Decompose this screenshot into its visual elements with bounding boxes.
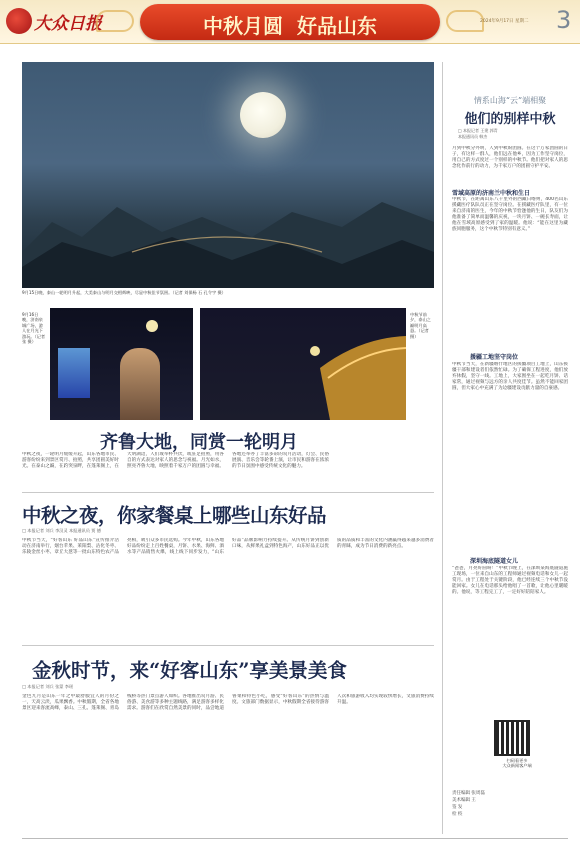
sidebar-sub2-body: 中秋节当天，在新疆喀什地区的援疆项目工地上，山东援疆干部和建设者们依然忙碌。为了确保工程进度，他们放弃休假，坚守一线。工地上，大家围坐在一起吃月饼、话家常，通过视频与远方的亲人共度佳节。虽然不能回家团圆，但大家心中充满了为边疆建设贡献力量的自豪感。 (452, 362, 568, 392)
banner-title: 中秋月圆 好品山东 (203, 14, 377, 38)
headline-1: 齐鲁大地，同赏一轮明月 (100, 432, 298, 453)
top-photo-caption: 9月15日晚，泰山一轮明月升起，大美泰山与明月交相辉映，尽显中秋佳节氛围。（记者 刘保杨 石 孔令宇 摄） (22, 290, 226, 295)
logo-text: 大众日报 (34, 14, 102, 34)
sidebar-sub2-title: 援疆工地坚守岗位 (470, 354, 519, 361)
sidebar-intro: 月到中秋分外明，人到中秋盼团圆。在这个万家团圆的日子，有这样一群人，他们远在他乡，因为工作坚守岗位，用自己的方式度过一个别样的中秋节。他们把对家人的思念化作前行的动力，为千家万户的团圆守护平安。 (452, 146, 568, 170)
right-photo (200, 308, 406, 420)
date-line: 2024年9月17日 星期二 (480, 19, 529, 24)
cloud-ornament-left (96, 10, 134, 32)
editor-block (452, 790, 568, 830)
editor-line: 检 校 (452, 812, 463, 817)
editor-line: 签 发 (452, 805, 463, 810)
top-photo (22, 62, 434, 288)
small-moon (146, 320, 158, 332)
title-banner (140, 4, 440, 40)
full-moon (240, 92, 286, 138)
cloud-ornament-right (446, 10, 484, 32)
qr-code[interactable] (496, 722, 528, 754)
headline-2-body: 中秋节当天，“好客山东 好品山东”宣传推介活动在济南举行，烟台苹果、莱阳梨、沾化冬枣、乐陵金丝小枣、章丘大葱等一批山东特色农产品亮相，吸引众多市民选购。今年中秋，山东各地好品纷纷走上百姓餐桌，月饼、水果、海鲜、酒水等产品销售火爆，线上线下同步发力，“山东好品”品牌影响力持续提升。从传统月饼到创新口味，从鲜果礼盒到特色海产，山东好品正以优质的品质和丰富的文化内涵赢得越来越多消费者的青睐，成为节日消费的新亮点。 (22, 538, 434, 556)
right-photo-caption: 中秋节前夕，泰山之巅明月高悬。（记者 摄） (410, 312, 431, 339)
mountain-ridge (22, 182, 434, 288)
pagoda-roof (310, 328, 406, 420)
headline-2: 中秋之夜，你家餐桌上哪些山东好品 (22, 504, 327, 527)
headline-3-byline: □ 本报记者 刘兵 张蒙 李瑶 (22, 684, 74, 689)
sidebar-sub1-body: 中秋节，在距离山东八千里外的西藏日喀则，400名山东援藏医疗队队员正在坚守岗位。在援藏医疗队里，有一位来自济南的医生，今年的中秋节恰逢他的生日，队友们为他准备了简单而温馨的庆祝，一块月饼、一碗长寿面，让他在雪域高原感受到了家的温暖。他说：“能在这里为藏族同胞服务，这个中秋节特别有意义。” (452, 197, 568, 233)
divider (22, 645, 434, 646)
logo-icon (6, 8, 32, 34)
left-photo-caption: 9月16日晚，济南泉城广场，游人在月光下游玩。（记者 张 摄） (22, 312, 46, 345)
bottom-rule (22, 838, 568, 839)
sidebar-title: 他们的别样中秋 (464, 112, 556, 127)
sidebar-byline: □ 本报记者 王建 郭青 本报通讯员 韩杰 (458, 128, 498, 139)
page-number: 3 (556, 6, 572, 34)
headline-3-body: 金色九月是山东一年之中最舒服宜人的月份之一，天高云淡，瓜果飘香。中秋假期，全省各地景区迎来客流高峰，泰山、三孔、蓬莱阁、青岛栈桥等热门景点游人如织。各地推出赏月游、民俗游、美食游等多种主题线路，满足游客多样化需求。游客们在欣赏自然美景的同时，品尝地道鲁菜和特色小吃，感受“好客山东”的热情与温度。文旅部门数据显示，中秋假期全省接待游客人次和旅游收入均实现较快增长，文旅消费持续升温。 (22, 694, 434, 712)
headline-3: 金秋时节，来“好客山东”享美景美食 (32, 659, 347, 682)
sidebar-sub1-title: 雪域高原的济南兰中秋和生日 (452, 190, 531, 197)
qr-label: 扫码看更多 大众新闻客户端 (502, 758, 532, 769)
sidebar-sub3-title: 深圳海底隧道女儿 (470, 558, 519, 565)
masthead (0, 0, 580, 44)
divider (22, 492, 434, 493)
headline-1-body: 中秋之夜，一轮明月缓缓升起，山东各地市民、游客纷纷来到景区赏月、拍照，共享团圆美好时光。在泰山之巅，在趵突泉畔，在蓬莱阁上，在大明湖边，人们或举杯共饮，或驻足拍照，用各自的方式表达对家人的思念与祝福。月光如水，照亮齐鲁大地，映照着千家万户的团圆与幸福。各地还举办了丰富多彩的赏月活动，灯会、民俗展演、音乐会等轮番上演，让市民和游客在浓浓的节日氛围中感受传统文化的魅力。 (22, 452, 329, 470)
editor-line: 责任编辑 张周磊 (452, 791, 485, 796)
sidebar-kicker: 情系山海“云”端相聚 (473, 96, 547, 105)
headline-2-byline: □ 本报记者 刘兵 李汉灵 本报通讯员 贾 德 (22, 528, 101, 533)
left-photo (50, 308, 193, 420)
sidebar-sub3-body: “爸爸，月亮好圆呀！”中秋节晚上，在深圳某海底隧道施工现场，一位来自山东的工程师通过视频电话和女儿一起赏月。由于工程处于关键阶段，他已经连续三个中秋节没能回家。女儿在电话那头给他唱了一首歌，让他心里暖暖的。他说，等工程完工了，一定好好陪陪家人。 (452, 566, 568, 596)
editor-line: 美术编辑 王 (452, 798, 476, 803)
sidebar-rule (442, 62, 443, 834)
city-lights (58, 348, 90, 398)
people-silhouette (120, 348, 160, 420)
